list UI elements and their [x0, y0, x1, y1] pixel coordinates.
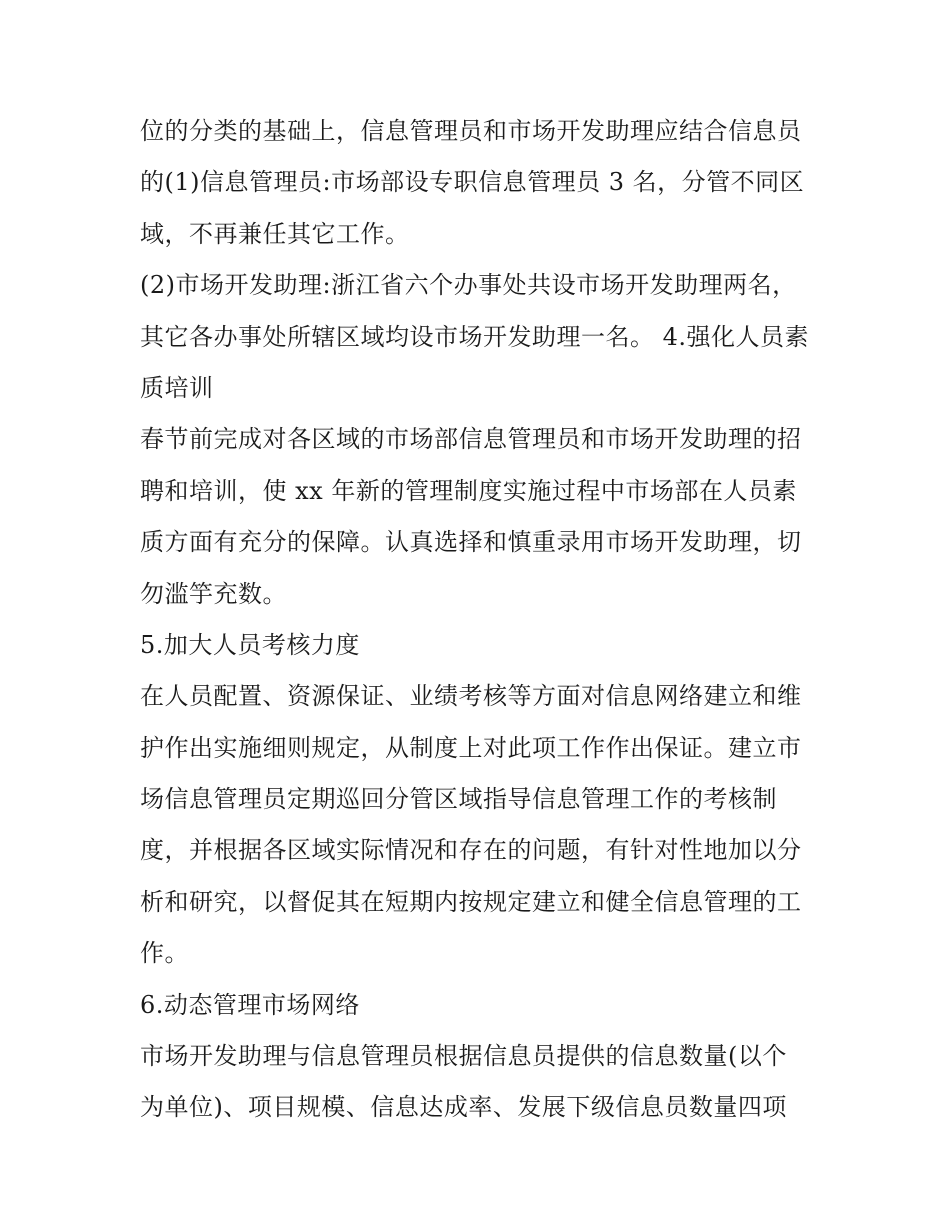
paragraph-line: 勿滥竽充数。: [140, 579, 287, 608]
section-heading: 6.动态管理市场网络: [140, 990, 360, 1019]
paragraph-line: 其它各办事处所辖区域均设市场开发助理一名。 4.强化人员素: [140, 322, 810, 351]
paragraph-line: (2)市场开发助理:浙江省六个办事处共设市场开发助理两名，: [140, 271, 797, 300]
paragraph-line: 护作出实施细则规定，从制度上对此项工作作出保证。建立市: [140, 733, 802, 762]
paragraph-line: 域，不再兼任其它工作。: [140, 219, 410, 248]
paragraph-line: 质方面有充分的保障。认真选择和慎重录用市场开发助理，切: [140, 528, 802, 557]
paragraph-line: 聘和培训，使 xx 年新的管理制度实施过程中市场部在人员素: [140, 476, 797, 505]
section-heading: 质培训: [140, 373, 214, 402]
paragraph-line: 的(1)信息管理员:市场部设专职信息管理员 3 名，分管不同区: [140, 168, 805, 197]
paragraph-line: 场信息管理员定期巡回分管区域指导信息管理工作的考核制: [140, 785, 777, 814]
paragraph-line: 春节前完成对各区域的市场部信息管理员和市场开发助理的招: [140, 425, 802, 454]
paragraph-line: 作。: [140, 939, 189, 968]
document-body: [140, 106, 820, 1134]
paragraph-line: 位的分类的基础上，信息管理员和市场开发助理应结合信息员: [140, 117, 802, 145]
paragraph-line: 在人员配置、资源保证、业绩考核等方面对信息网络建立和维: [140, 682, 802, 711]
paragraph-line: 为单位)、项目规模、信息达成率、发展下级信息员数量四项: [140, 1093, 787, 1122]
section-heading: 5.加大人员考核力度: [140, 630, 360, 659]
paragraph-line: 市场开发助理与信息管理员根据信息员提供的信息数量(以个: [140, 1042, 787, 1071]
paragraph-line: 度，并根据各区域实际情况和存在的问题，有针对性地加以分: [140, 836, 802, 865]
paragraph-line: 析和研究，以督促其在短期内按规定建立和健全信息管理的工: [140, 887, 802, 916]
